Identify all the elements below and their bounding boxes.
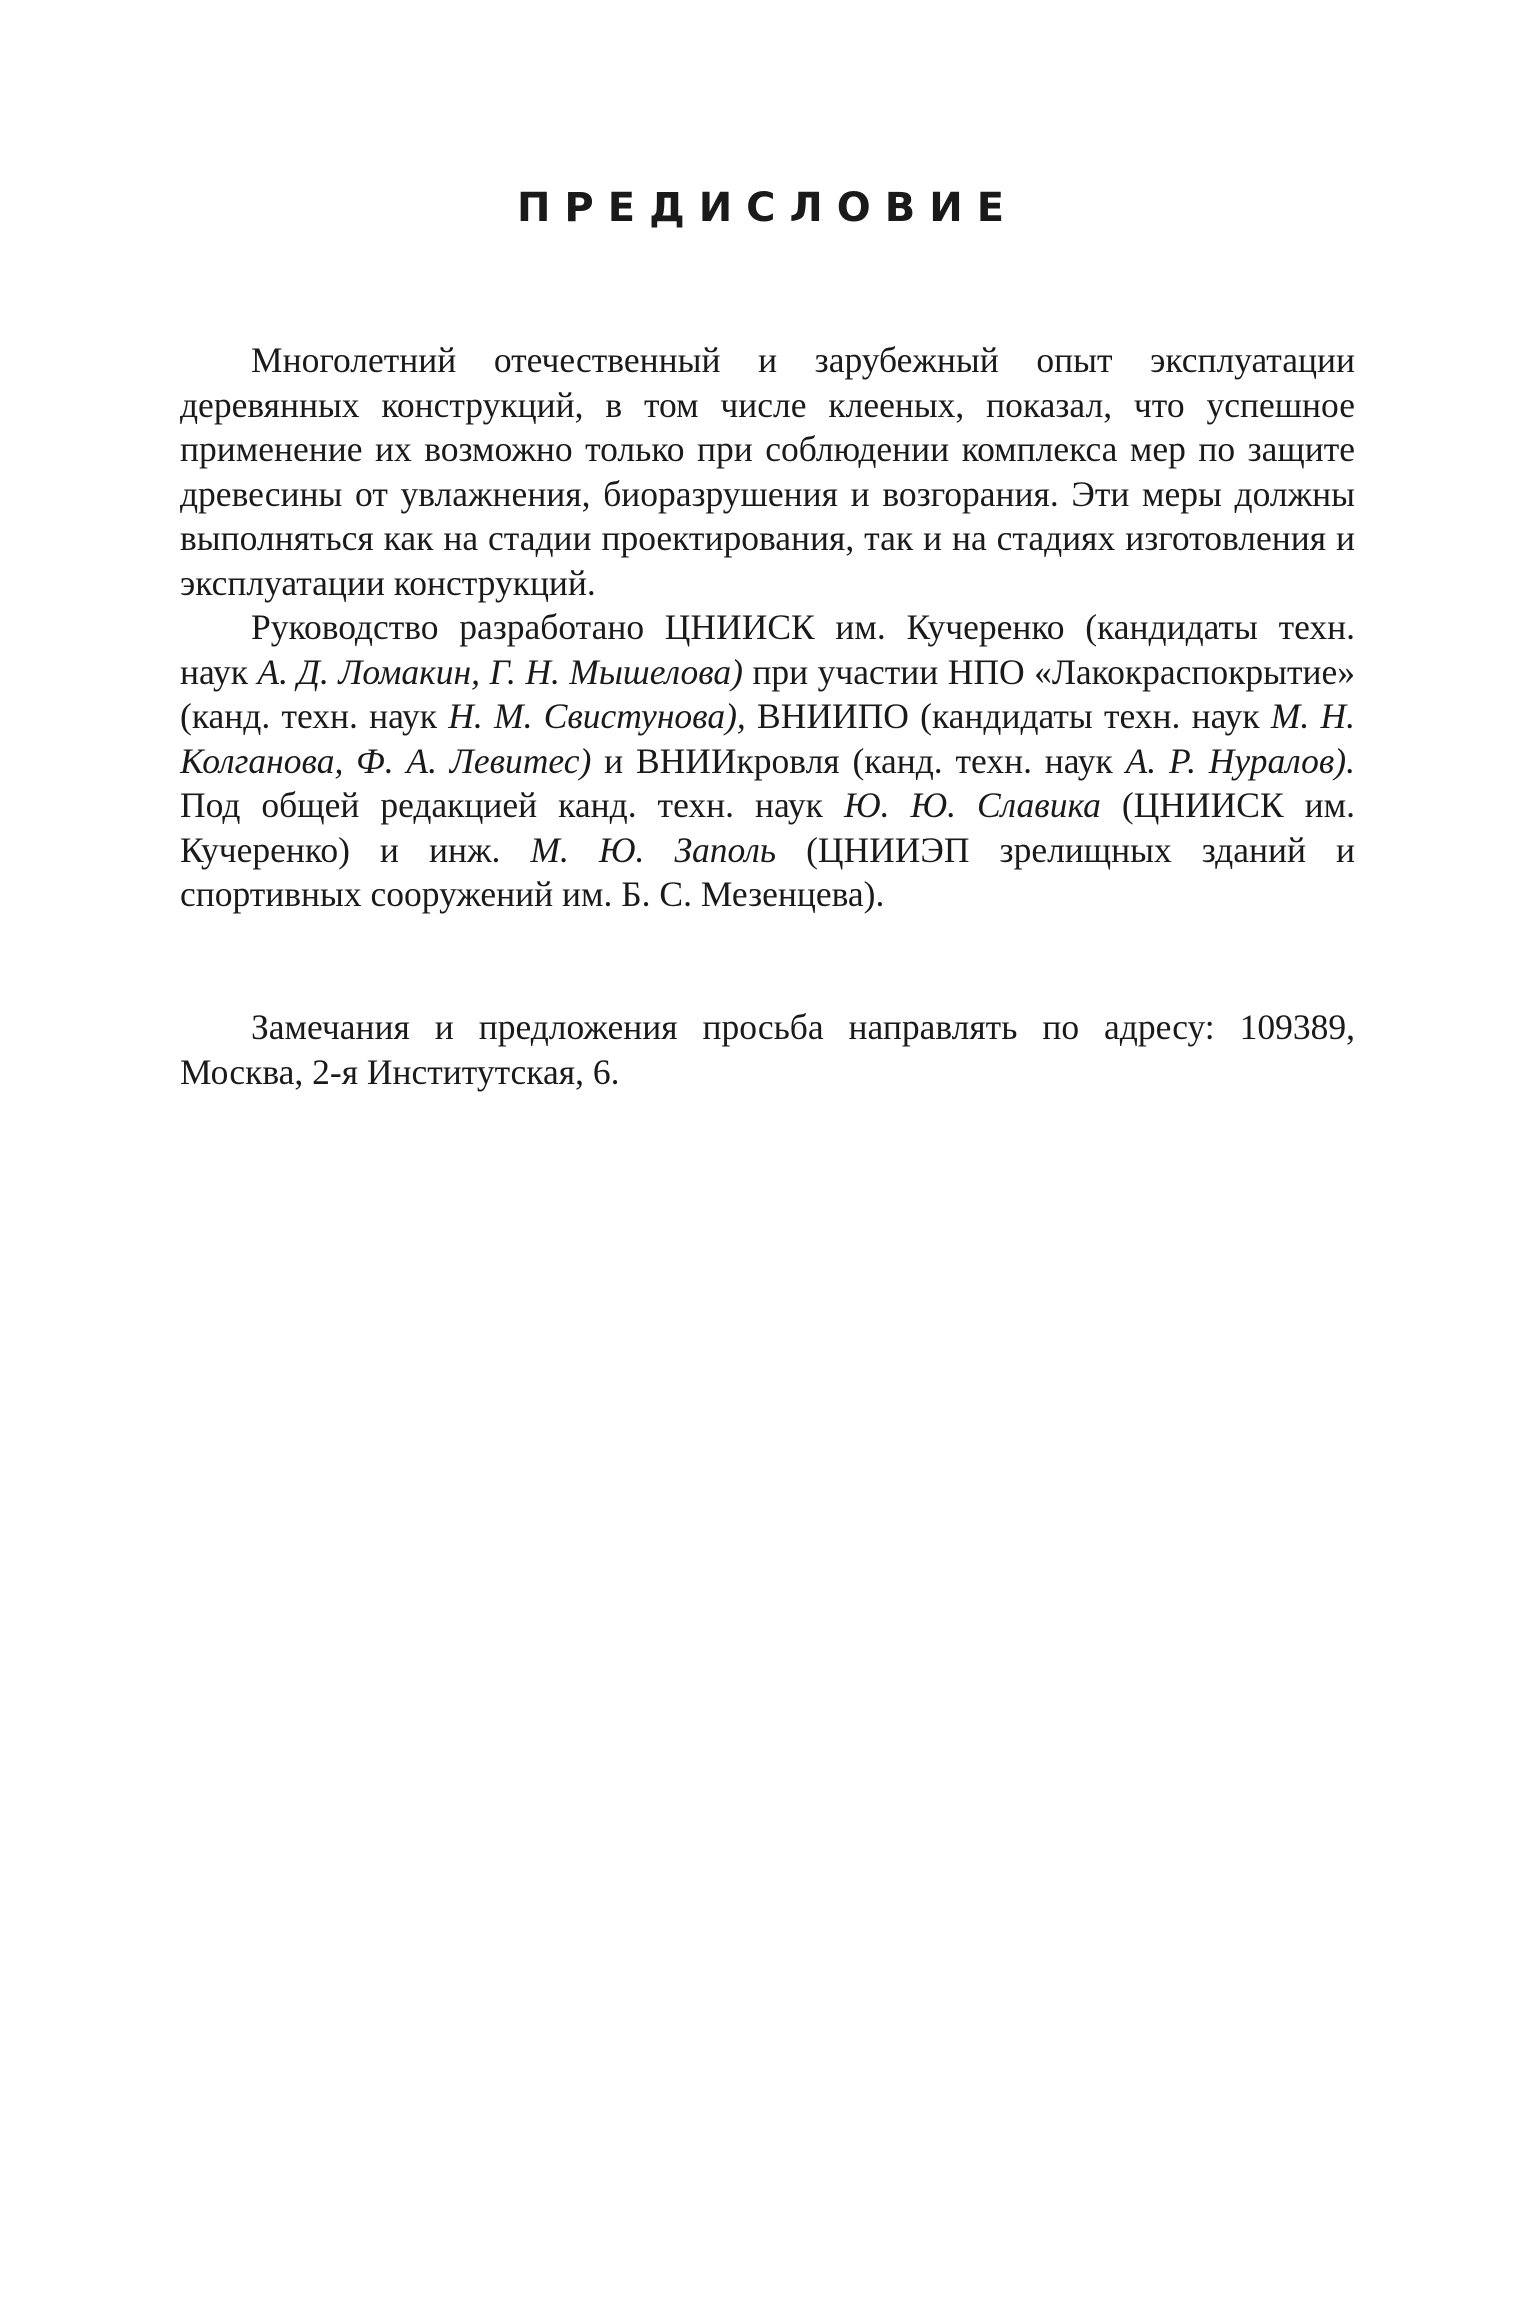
paragraph-intro-text: Многолетний отечественный и зарубежный опыт эксплуатации деревянных конструкций, в том числе клееных, показал, что успешное применение их возможно только при соблюдении комплекса мер по защите древесины от увлажнения, биоразрушения и возгорания. Эти меры должны выполняться как на стадии проектирования, так и на стадиях изготовления и эксплуатации конструкций. [180,340,1355,603]
paragraph-authors-text [180,605,1355,917]
author-names: А. Р. Нуралов). [1125,740,1355,781]
author-names: М. Ю. Заполь [530,829,777,870]
paragraph-authors [180,605,1355,917]
paragraph-contact [180,1005,1355,1094]
authors-text-segment: Под общей редакцией канд. техн. наук [180,785,844,825]
paragraph-contact-text: Замечания и предложения просьба направлять по адресу: 109389, Москва, 2-я Институтская, 6. [180,1007,1355,1092]
authors-text-segment: при участии НПО «Лакокраспокрытие» (канд. техн. наук [180,651,1355,736]
authors-text-segment: ВНИИПО (кандидаты техн. наук [745,696,1271,736]
paragraph-intro [180,338,1355,605]
authors-text-segment: Руководство разработано ЦНИИСК им. Кучеренко (кандидаты техн. наук [180,607,1355,692]
authors-text-segment: (ЦНИИСК им. Кучеренко) и инж. [180,785,1355,870]
author-names: А. Д. Ломакин, Г. Н. Мышелова) [257,651,743,692]
authors-text-segment: (ЦНИИЭП зрелищных зданий и спортивных сооружений им. Б. С. Мезенцева). [180,829,1355,914]
author-names: М. Н. Колганова, Ф. А. Левитес) [180,696,1355,781]
authors-text-segment: и ВНИИкровля (канд. техн. наук [591,740,1126,781]
page-title: ПРЕДИСЛОВИЕ [516,185,1019,231]
author-names: Ю. Ю. Славика [843,785,1101,825]
author-names: Н. М. Свистунова), [448,696,746,736]
